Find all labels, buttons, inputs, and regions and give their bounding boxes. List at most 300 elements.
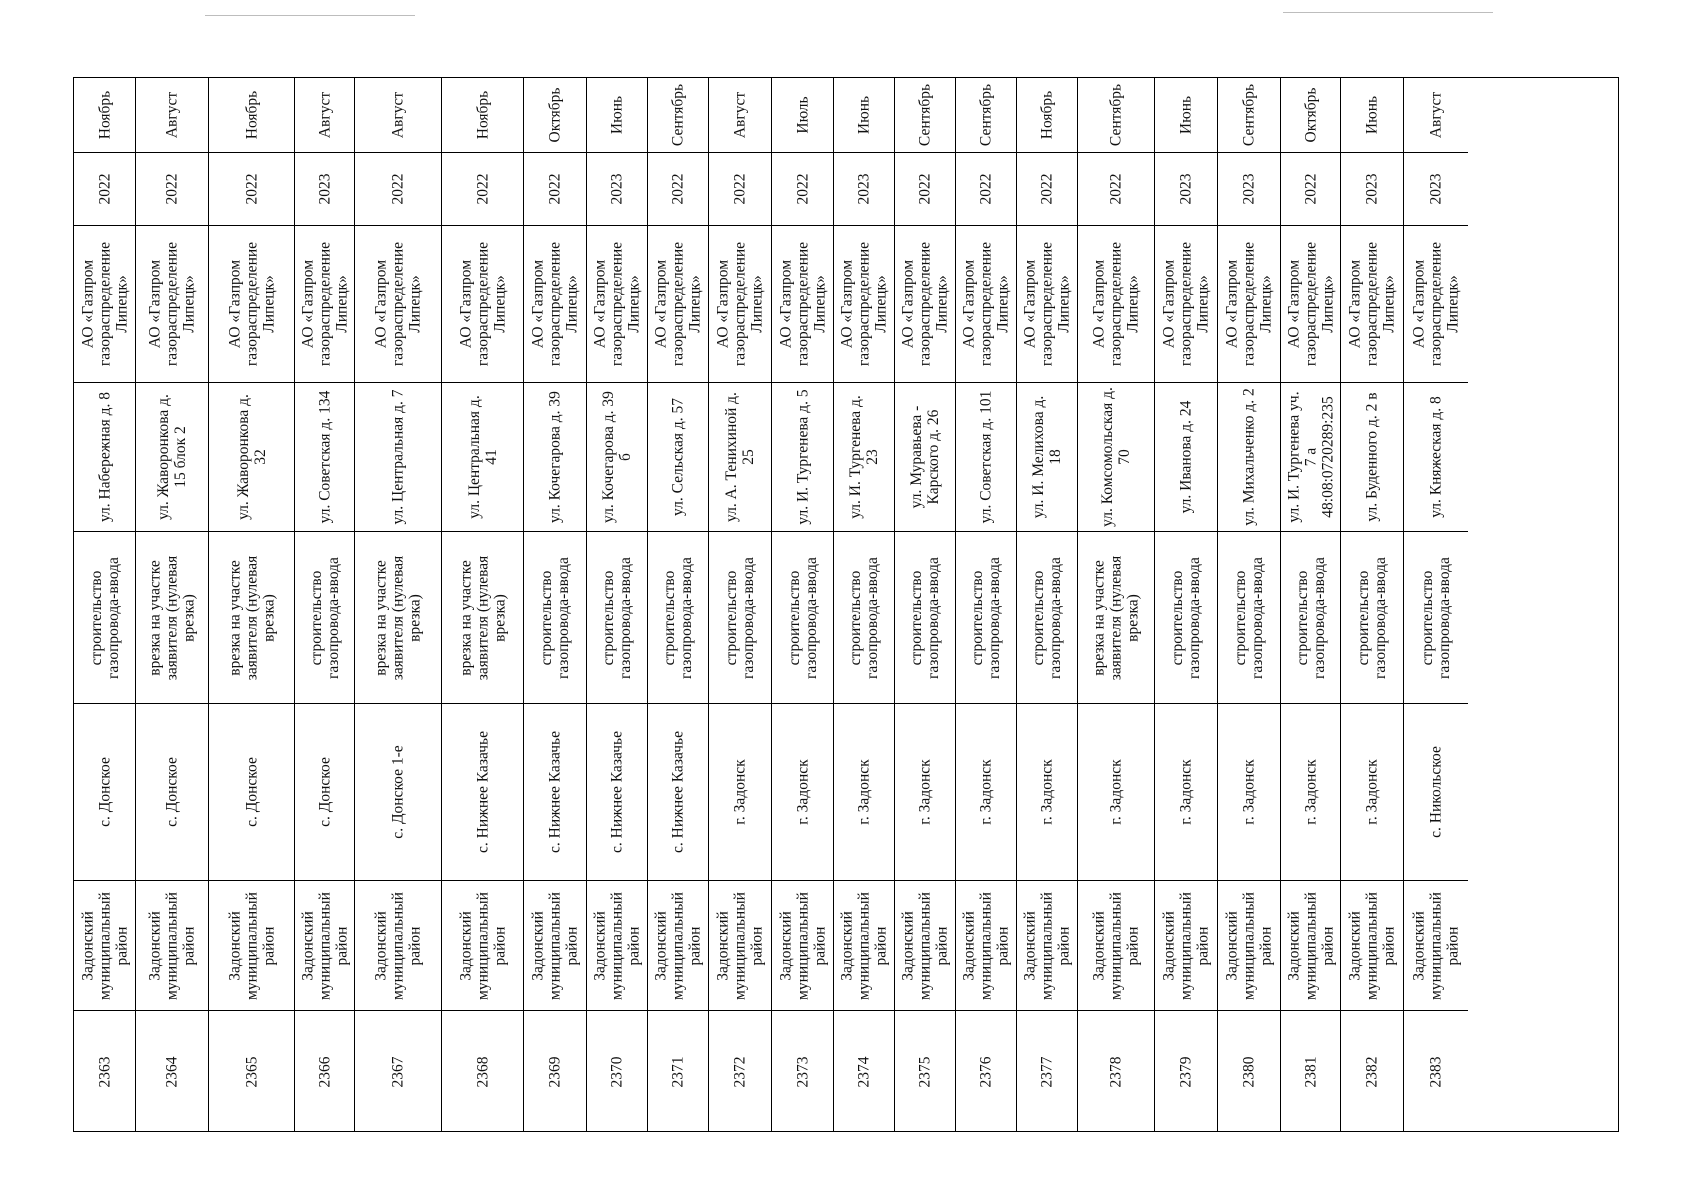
address-cell	[136, 383, 208, 532]
organization-cell	[587, 226, 647, 383]
address-cell	[209, 383, 294, 532]
address-cell	[1281, 383, 1340, 532]
work-type-text: строительство газопровода-ввода	[1419, 556, 1453, 679]
table-record	[295, 78, 355, 1131]
district-cell	[1404, 881, 1468, 1011]
month-text: Август	[731, 91, 749, 139]
work-type-text: строительство газопровода-ввода	[538, 556, 572, 679]
address-text: ул. И. Тургенева уч. 7 а 48:08:0720289:235	[1285, 391, 1336, 523]
settlement-cell	[587, 704, 647, 881]
month-cell	[1155, 78, 1217, 153]
table-record	[209, 78, 295, 1131]
year-cell	[587, 153, 647, 226]
organization-text: АО «Газпром газораспределение Липецк»	[226, 241, 277, 367]
year-text: 2023	[1363, 173, 1381, 205]
month-cell	[709, 78, 771, 153]
work-type-cell	[1341, 532, 1403, 704]
settlement-cell	[1404, 704, 1468, 881]
work-type-text: врезка на участке заявителя (нулевая врезка)	[457, 555, 508, 680]
organization-text: АО «Газпром газораспределение Липецк»	[1410, 241, 1462, 367]
organization-cell	[1017, 226, 1077, 383]
row-number-text: 2364	[163, 1056, 181, 1088]
organization-cell	[136, 226, 208, 383]
district-text: Задонский муниципальный район	[960, 891, 1012, 1000]
settlement-cell	[895, 704, 955, 881]
settlement-cell	[709, 704, 771, 881]
year-text: 2022	[731, 173, 749, 205]
settlement-text: г. Задонск	[1240, 759, 1258, 825]
month-text: Сентябрь	[977, 83, 995, 147]
month-cell	[956, 78, 1016, 153]
month-cell	[295, 78, 354, 153]
settlement-cell	[1281, 704, 1340, 881]
work-type-text: строительство газопровода-ввода	[1232, 556, 1266, 679]
address-text: ул. Сельская д. 57	[669, 398, 687, 516]
work-type-text: строительство газопровода-ввода	[1293, 556, 1328, 679]
scan-artifact-line	[1283, 12, 1493, 13]
month-text: Ноябрь	[96, 90, 113, 140]
district-cell	[209, 881, 294, 1011]
table-record	[524, 78, 587, 1131]
organization-cell	[1155, 226, 1217, 383]
table-record	[648, 78, 709, 1131]
district-text: Задонский муниципальный район	[1410, 891, 1462, 1000]
district-text: Задонский муниципальный район	[591, 891, 643, 1000]
district-cell	[1155, 881, 1217, 1011]
address-cell	[834, 383, 894, 532]
row-number-text: 2374	[855, 1056, 873, 1088]
table-record	[355, 78, 442, 1131]
row-number-cell	[295, 1011, 354, 1133]
organization-text: АО «Газпром газораспределение Липецк»	[652, 241, 704, 367]
district-cell	[1281, 881, 1340, 1011]
address-text: ул. Кочегарова д. 39 б	[600, 391, 634, 523]
table-record	[956, 78, 1017, 1131]
organization-cell	[956, 226, 1016, 383]
row-number-cell	[834, 1011, 894, 1133]
settlement-text: с. Донское 1-е	[389, 745, 407, 839]
district-cell	[1078, 881, 1154, 1011]
address-cell	[355, 383, 441, 532]
organization-text: АО «Газпром газораспределение Липецк»	[838, 241, 890, 367]
address-cell	[295, 383, 354, 532]
row-number-text: 2383	[1427, 1056, 1445, 1088]
district-text: Задонский муниципальный район	[299, 891, 350, 1000]
settlement-text: с. Нижнее Казачье	[474, 731, 491, 853]
month-cell	[895, 78, 955, 153]
address-text: ул. А. Тенихиной д. 25	[723, 392, 757, 522]
district-cell	[136, 881, 208, 1011]
row-number-text: 2369	[546, 1056, 564, 1088]
district-text: Задонский муниципальный район	[777, 891, 828, 1000]
district-cell	[709, 881, 771, 1011]
organization-cell	[355, 226, 441, 383]
row-number-text: 2375	[916, 1056, 934, 1088]
organization-cell	[209, 226, 294, 383]
organization-cell	[442, 226, 523, 383]
address-cell	[587, 383, 647, 532]
district-text: Задонский муниципальный район	[372, 891, 424, 1000]
work-type-cell	[1017, 532, 1077, 704]
row-number-cell	[524, 1011, 586, 1133]
address-cell	[772, 383, 833, 532]
month-text: Июнь	[608, 95, 626, 135]
year-text: 2023	[316, 173, 333, 205]
month-text: Октябрь	[1302, 87, 1319, 143]
month-text: Сентябрь	[916, 83, 934, 147]
row-number-text: 2367	[389, 1056, 407, 1088]
work-type-cell	[524, 532, 586, 704]
district-cell	[74, 881, 135, 1011]
address-text: ул. Комсомольская д. 70	[1099, 387, 1133, 527]
month-cell	[772, 78, 833, 153]
row-number-cell	[956, 1011, 1016, 1133]
district-cell	[1218, 881, 1280, 1011]
settlement-cell	[956, 704, 1016, 881]
month-text: Сентябрь	[669, 83, 687, 147]
address-text: ул. Советская д. 134	[316, 390, 333, 524]
row-number-text: 2373	[794, 1056, 811, 1088]
address-text: ул. Центральная д. 7	[389, 389, 407, 525]
district-text: Задонский муниципальный район	[1285, 891, 1336, 1000]
work-type-cell	[709, 532, 771, 704]
row-number-text: 2376	[977, 1056, 995, 1088]
district-cell	[1341, 881, 1403, 1011]
organization-text: АО «Газпром газораспределение Липецк»	[1223, 241, 1275, 367]
row-number-cell	[74, 1011, 135, 1133]
settlement-text: с. Донское	[96, 757, 113, 827]
month-cell	[1341, 78, 1403, 153]
address-cell	[524, 383, 586, 532]
work-type-cell	[1218, 532, 1280, 704]
organization-cell	[895, 226, 955, 383]
month-cell	[1017, 78, 1077, 153]
year-text: 2022	[1038, 173, 1056, 205]
gas-connection-table	[73, 77, 1619, 1132]
settlement-cell	[1155, 704, 1217, 881]
district-cell	[956, 881, 1016, 1011]
organization-text: АО «Газпром газораспределение Липецк»	[529, 241, 581, 367]
row-number-text: 2363	[96, 1056, 113, 1088]
address-cell	[956, 383, 1016, 532]
organization-text: АО «Газпром газораспределение Липецк»	[1285, 241, 1336, 367]
work-type-cell	[1078, 532, 1154, 704]
settlement-text: г. Задонск	[794, 759, 811, 825]
row-number-cell	[1404, 1011, 1468, 1133]
settlement-cell	[295, 704, 354, 881]
organization-cell	[834, 226, 894, 383]
year-text: 2022	[1302, 173, 1319, 205]
work-type-text: строительство газопровода-ввода	[723, 556, 757, 679]
row-number-text: 2379	[1177, 1056, 1195, 1088]
settlement-text: с. Нижнее Казачье	[669, 731, 687, 853]
month-text: Сентябрь	[1240, 83, 1258, 147]
organization-text: АО «Газпром газораспределение Липецк»	[1021, 241, 1073, 367]
address-text: ул. Набережная д. 8	[96, 391, 113, 523]
year-cell	[648, 153, 708, 226]
year-text: 2022	[389, 173, 407, 205]
month-cell	[587, 78, 647, 153]
year-text: 2023	[1427, 173, 1445, 205]
work-type-cell	[74, 532, 135, 704]
address-cell	[709, 383, 771, 532]
address-text: ул. И. Тургенева д. 23	[847, 395, 881, 519]
organization-text: АО «Газпром газораспределение Липецк»	[960, 241, 1012, 367]
row-number-cell	[895, 1011, 955, 1133]
settlement-cell	[136, 704, 208, 881]
settlement-cell	[1341, 704, 1403, 881]
settlement-cell	[1078, 704, 1154, 881]
address-cell	[442, 383, 523, 532]
address-text: ул. Буденного д. 2 в	[1363, 392, 1381, 522]
month-text: Ноябрь	[243, 90, 260, 140]
year-cell	[442, 153, 523, 226]
work-type-cell	[136, 532, 208, 704]
row-number-cell	[1281, 1011, 1340, 1133]
organization-cell	[772, 226, 833, 383]
work-type-text: строительство газопровода-ввода	[1030, 556, 1064, 679]
row-number-cell	[136, 1011, 208, 1133]
organization-text: АО «Газпром газораспределение Липецк»	[777, 241, 828, 367]
row-number-text: 2378	[1107, 1056, 1125, 1088]
organization-text: АО «Газпром газораспределение Липецк»	[299, 241, 350, 367]
settlement-text: г. Задонск	[731, 759, 749, 825]
address-cell	[648, 383, 708, 532]
settlement-text: с. Донское	[316, 757, 333, 827]
address-text: ул. Жаворонкова д. 15 блок 2	[155, 394, 189, 520]
organization-text: АО «Газпром газораспределение Липецк»	[146, 241, 198, 367]
year-cell	[74, 153, 135, 226]
organization-text: АО «Газпром газораспределение Липецк»	[372, 241, 424, 367]
work-type-text: врезка на участке заявителя (нулевая врезка)	[1090, 555, 1142, 680]
address-text: ул. Кочегарова д. 39	[546, 391, 564, 523]
row-number-text: 2381	[1302, 1056, 1319, 1088]
address-cell	[1404, 383, 1468, 532]
year-cell	[1218, 153, 1280, 226]
table-record	[772, 78, 834, 1131]
organization-text: АО «Газпром газораспределение Липецк»	[714, 241, 766, 367]
row-number-cell	[709, 1011, 771, 1133]
organization-cell	[709, 226, 771, 383]
month-cell	[442, 78, 523, 153]
month-text: Июнь	[1363, 95, 1381, 135]
organization-cell	[648, 226, 708, 383]
settlement-cell	[1218, 704, 1280, 881]
district-text: Задонский муниципальный район	[1021, 891, 1073, 1000]
table-record	[709, 78, 772, 1131]
district-text: Задонский муниципальный район	[529, 891, 581, 1000]
year-cell	[1017, 153, 1077, 226]
settlement-cell	[442, 704, 523, 881]
year-cell	[834, 153, 894, 226]
row-number-cell	[772, 1011, 833, 1133]
organization-text: АО «Газпром газораспределение Липецк»	[591, 241, 643, 367]
month-cell	[1078, 78, 1154, 153]
district-cell	[355, 881, 441, 1011]
work-type-text: строительство газопровода-ввода	[969, 556, 1003, 679]
year-cell	[1404, 153, 1468, 226]
address-cell	[1017, 383, 1077, 532]
month-cell	[355, 78, 441, 153]
settlement-text: с. Нижнее Казачье	[608, 731, 626, 853]
work-type-text: строительство газопровода-ввода	[785, 556, 820, 679]
year-text: 2022	[163, 173, 181, 205]
year-text: 2023	[608, 173, 626, 205]
year-cell	[209, 153, 294, 226]
year-text: 2023	[1240, 173, 1258, 205]
organization-cell	[1078, 226, 1154, 383]
settlement-text: с. Никольское	[1427, 746, 1445, 838]
month-cell	[136, 78, 208, 153]
district-text: Задонский муниципальный район	[1090, 891, 1142, 1000]
table-record	[74, 78, 136, 1131]
month-text: Ноябрь	[474, 90, 491, 140]
row-number-cell	[1341, 1011, 1403, 1133]
table-record	[136, 78, 209, 1131]
month-text: Август	[316, 91, 333, 139]
settlement-cell	[648, 704, 708, 881]
year-cell	[895, 153, 955, 226]
settlement-text: г. Задонск	[1107, 759, 1125, 825]
address-text: ул. Муравьева - Карского д. 26	[908, 405, 942, 509]
district-text: Задонский муниципальный район	[838, 891, 890, 1000]
rotated-table-page	[73, 77, 1619, 1132]
district-text: Задонский муниципальный район	[714, 891, 766, 1000]
year-cell	[295, 153, 354, 226]
settlement-text: г. Задонск	[916, 759, 934, 825]
month-text: Ноябрь	[1038, 90, 1056, 140]
settlement-text: с. Нижнее Казачье	[546, 731, 564, 853]
organization-cell	[524, 226, 586, 383]
row-number-cell	[1218, 1011, 1280, 1133]
district-cell	[1017, 881, 1077, 1011]
month-cell	[209, 78, 294, 153]
year-text: 2023	[1177, 173, 1195, 205]
year-cell	[524, 153, 586, 226]
work-type-text: врезка на участке заявителя (нулевая врезка)	[372, 555, 424, 680]
row-number-cell	[648, 1011, 708, 1133]
work-type-cell	[209, 532, 294, 704]
work-type-cell	[1155, 532, 1217, 704]
work-type-cell	[442, 532, 523, 704]
month-text: Август	[163, 91, 181, 139]
settlement-text: с. Донское	[243, 757, 260, 827]
organization-cell	[1341, 226, 1403, 383]
settlement-cell	[355, 704, 441, 881]
row-number-text: 2368	[474, 1056, 491, 1088]
address-text: ул. Советская д. 101	[977, 390, 995, 524]
year-cell	[772, 153, 833, 226]
month-cell	[1281, 78, 1340, 153]
row-number-text: 2366	[316, 1056, 333, 1088]
settlement-cell	[74, 704, 135, 881]
year-cell	[1078, 153, 1154, 226]
district-cell	[442, 881, 523, 1011]
district-cell	[587, 881, 647, 1011]
row-number-text: 2371	[669, 1056, 687, 1088]
row-number-cell	[442, 1011, 523, 1133]
settlement-cell	[834, 704, 894, 881]
district-cell	[834, 881, 894, 1011]
settlement-text: г. Задонск	[1302, 759, 1319, 825]
month-cell	[74, 78, 135, 153]
month-cell	[834, 78, 894, 153]
organization-cell	[1218, 226, 1280, 383]
month-cell	[1218, 78, 1280, 153]
table-record	[587, 78, 648, 1131]
settlement-text: г. Задонск	[1363, 759, 1381, 825]
district-cell	[295, 881, 354, 1011]
settlement-cell	[1017, 704, 1077, 881]
year-text: 2022	[546, 173, 564, 205]
address-text: ул. Княжеская д. 8	[1427, 396, 1445, 518]
year-text: 2022	[243, 173, 260, 205]
work-type-cell	[772, 532, 833, 704]
address-cell	[1155, 383, 1217, 532]
year-cell	[1341, 153, 1403, 226]
address-text: ул. И. Мелихова д. 18	[1030, 395, 1064, 519]
address-text: ул. Жаворонкова д. 32	[234, 394, 269, 520]
month-cell	[524, 78, 586, 153]
settlement-text: с. Донское	[163, 757, 181, 827]
address-cell	[1341, 383, 1403, 532]
district-text: Задонский муниципальный район	[652, 891, 704, 1000]
address-cell	[1218, 383, 1280, 532]
month-cell	[1404, 78, 1468, 153]
district-text: Задонский муниципальный район	[146, 891, 198, 1000]
organization-text: АО «Газпром газораспределение Липецк»	[79, 241, 130, 367]
row-number-cell	[1078, 1011, 1154, 1133]
year-text: 2022	[1107, 173, 1125, 205]
district-cell	[524, 881, 586, 1011]
row-number-text: 2382	[1363, 1056, 1381, 1088]
organization-cell	[1404, 226, 1468, 383]
row-number-text: 2372	[731, 1056, 749, 1088]
district-text: Задонский муниципальный район	[1346, 891, 1398, 1000]
district-text: Задонский муниципальный район	[226, 891, 277, 1000]
address-cell	[74, 383, 135, 532]
table-record	[1155, 78, 1218, 1131]
district-cell	[772, 881, 833, 1011]
row-number-text: 2370	[608, 1056, 626, 1088]
month-text: Июнь	[855, 95, 873, 135]
year-text: 2022	[794, 173, 811, 205]
row-number-text: 2377	[1038, 1056, 1056, 1088]
settlement-cell	[209, 704, 294, 881]
work-type-text: строительство газопровода-ввода	[908, 556, 942, 679]
table-record	[895, 78, 956, 1131]
row-number-cell	[1017, 1011, 1077, 1133]
work-type-text: строительство газопровода-ввода	[1169, 556, 1203, 679]
year-cell	[1155, 153, 1217, 226]
settlement-cell	[524, 704, 586, 881]
table-record	[1404, 78, 1468, 1131]
table-record	[834, 78, 895, 1131]
settlement-text: г. Задонск	[855, 759, 873, 825]
organization-cell	[1281, 226, 1340, 383]
address-text: ул. И. Тургенева д. 5	[794, 389, 811, 525]
year-cell	[956, 153, 1016, 226]
work-type-cell	[1404, 532, 1468, 704]
work-type-cell	[587, 532, 647, 704]
month-text: Сентябрь	[1107, 83, 1125, 147]
month-text: Июнь	[1177, 95, 1195, 135]
month-text: Июль	[794, 96, 811, 134]
month-text: Август	[1427, 91, 1445, 139]
work-type-text: строительство газопровода-ввода	[1355, 556, 1389, 679]
district-text: Задонский муниципальный район	[1160, 891, 1212, 1000]
work-type-text: врезка на участке заявителя (нулевая врезка)	[146, 555, 198, 680]
